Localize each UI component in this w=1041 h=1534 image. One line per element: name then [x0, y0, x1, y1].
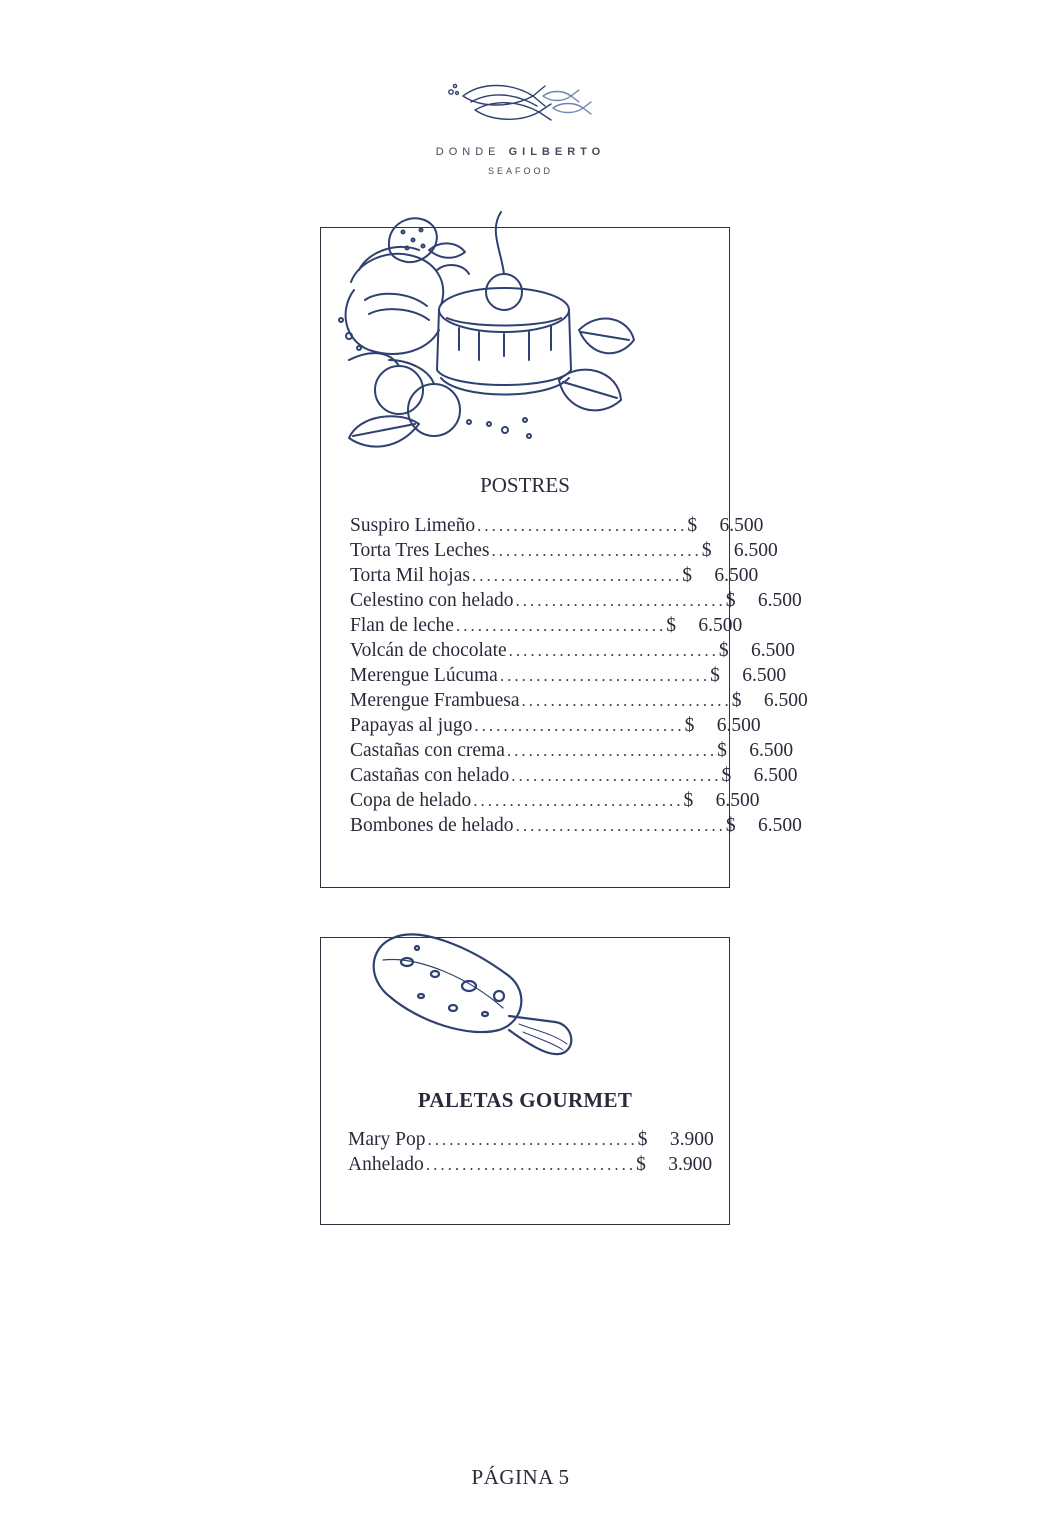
brand-name-light: DONDE [435, 146, 501, 158]
dot-leader: ............................. [508, 641, 719, 660]
item-price: 6.500 [733, 540, 778, 561]
item-currency: $ [731, 690, 742, 711]
item-currency: $ [701, 540, 712, 561]
item-price: 6.500 [715, 790, 760, 811]
item-name: Torta Mil hojas [350, 565, 470, 586]
item-currency: $ [682, 565, 692, 586]
list-item [350, 690, 808, 715]
item-name: Flan de leche [350, 615, 454, 636]
item-name: Papayas al jugo [350, 715, 473, 736]
dot-leader: ............................. [506, 741, 718, 760]
brand-name-bold: GILBERTO [508, 146, 606, 158]
item-price: 6.500 [757, 590, 802, 611]
paletas-menu-box [320, 937, 730, 1225]
postres-item-list [350, 515, 808, 840]
brand-logo [0, 78, 1041, 176]
item-currency: $ [721, 765, 732, 786]
item-price: 3.900 [669, 1129, 714, 1150]
item-name: Torta Tres Leches [350, 540, 490, 561]
item-name: Volcán de chocolate [350, 640, 507, 661]
list-item [350, 640, 795, 665]
item-currency: $ [666, 615, 676, 636]
item-name: Anhelado [348, 1154, 424, 1175]
item-name: Castañas con helado [350, 765, 510, 786]
item-name: Merengue Lúcuma [350, 665, 498, 686]
item-currency: $ [718, 640, 729, 661]
list-item [350, 515, 764, 540]
list-item [350, 790, 760, 815]
item-price: 6.500 [749, 740, 794, 761]
paletas-item-list [348, 1129, 714, 1179]
dessert-cake-cherries-illustration [329, 210, 649, 460]
item-currency: $ [636, 1154, 646, 1175]
list-item [350, 715, 761, 740]
section-title-paletas-gourmet: PALETAS GOURMET [417, 1088, 633, 1112]
section-title-postres: POSTRES [480, 473, 570, 497]
list-item [348, 1154, 713, 1179]
item-price: 6.500 [719, 515, 764, 536]
item-name: Bombones de helado [350, 815, 514, 836]
dot-leader: ............................. [511, 766, 722, 785]
item-name: Copa de helado [350, 790, 472, 811]
item-name: Suspiro Limeño [350, 515, 476, 536]
dot-leader: ............................. [515, 591, 726, 610]
dot-leader: ............................. [455, 616, 667, 635]
list-item [350, 565, 759, 590]
item-price: 6.500 [757, 815, 802, 836]
item-price: 6.500 [763, 690, 808, 711]
list-item [350, 665, 787, 690]
dot-leader: ............................. [491, 541, 702, 560]
item-currency: $ [683, 790, 694, 811]
item-price: 6.500 [716, 715, 761, 736]
item-currency: $ [725, 815, 736, 836]
brand-name [0, 146, 1041, 158]
list-item [350, 740, 794, 765]
item-name: Castañas con crema [350, 740, 505, 761]
item-currency: $ [725, 590, 736, 611]
item-currency: $ [687, 515, 698, 536]
dot-leader: ............................. [499, 666, 711, 685]
list-item [350, 815, 802, 840]
dot-leader: ............................. [515, 816, 726, 835]
dot-leader: ............................. [474, 716, 685, 735]
item-currency: $ [717, 740, 727, 761]
item-currency: $ [710, 665, 720, 686]
page-number: PÁGINA 5 [471, 1465, 570, 1489]
item-currency: $ [637, 1129, 648, 1150]
item-currency: $ [684, 715, 695, 736]
fish-logo-icon [441, 78, 601, 124]
dot-leader: ............................. [425, 1155, 637, 1174]
item-price: 6.500 [751, 640, 795, 661]
dot-leader: ............................. [473, 791, 684, 810]
item-name: Mary Pop [348, 1129, 426, 1150]
item-price: 6.500 [698, 615, 743, 636]
item-name: Merengue Frambuesa [350, 690, 520, 711]
item-price: 6.500 [753, 765, 798, 786]
item-name: Celestino con helado [350, 590, 514, 611]
dot-leader: ............................. [477, 516, 688, 535]
list-item [350, 615, 743, 640]
list-item [350, 765, 798, 790]
item-price: 3.900 [668, 1154, 713, 1175]
postres-menu-box [320, 227, 808, 888]
item-price: 6.500 [714, 565, 759, 586]
brand-subtitle: SEAFOOD [487, 166, 553, 176]
list-item [348, 1129, 714, 1154]
dot-leader: ............................. [521, 691, 732, 710]
dot-leader: ............................. [427, 1130, 638, 1149]
ice-pop-illustration [359, 926, 589, 1066]
list-item [350, 590, 802, 615]
list-item [350, 540, 778, 565]
item-price: 6.500 [742, 665, 787, 686]
dot-leader: ............................. [471, 566, 683, 585]
